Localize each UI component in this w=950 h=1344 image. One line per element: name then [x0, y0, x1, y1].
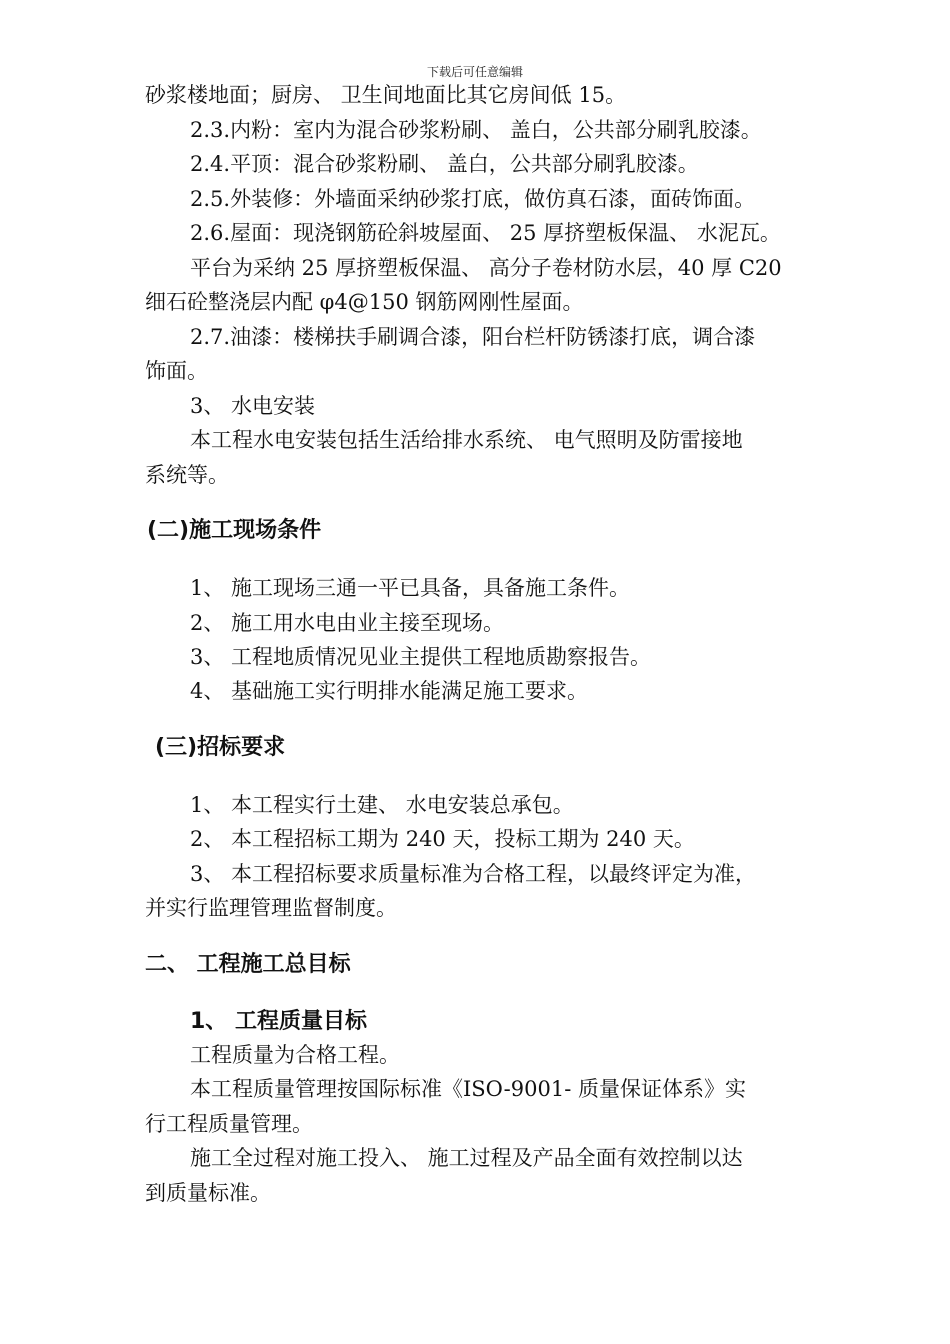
paragraph-line: 2.3.内粉：室内为混合砂浆粉刷、 盖白，公共部分刷乳胶漆。 — [190, 118, 762, 142]
section-heading-bid: (三)招标要求 — [155, 735, 286, 760]
subsection-heading-quality: 1、 工程质量目标 — [190, 1009, 367, 1034]
paragraph-line: 饰面。 — [145, 359, 208, 383]
list-item: 3、 工程地质情况见业主提供工程地质勘察报告。 — [190, 645, 652, 669]
list-item: 2、 本工程招标工期为 240 天，投标工期为 240 天。 — [190, 827, 695, 851]
paragraph-line: 2.7.油漆：楼梯扶手刷调合漆，阳台栏杆防锈漆打底，调合漆 — [190, 325, 756, 349]
list-item: 1、 本工程实行土建、 水电安装总承包。 — [190, 793, 574, 817]
paragraph-line: 施工全过程对施工投入、 施工过程及产品全面有效控制以达 — [190, 1146, 743, 1170]
paragraph-line: 行工程质量管理。 — [145, 1112, 313, 1136]
paragraph-line: 细石砼整浇层内配 φ4@150 钢筋网刚性屋面。 — [145, 290, 584, 314]
list-item: 4、 基础施工实行明排水能满足施工要求。 — [190, 679, 589, 703]
list-item: 3、 本工程招标要求质量标准为合格工程，以最终评定为准， — [190, 862, 757, 886]
header-note: 下载后可任意编辑 — [426, 65, 523, 79]
paragraph-line: 2.5.外装修：外墙面采纳砂浆打底，做仿真石漆，面砖饰面。 — [190, 187, 756, 211]
list-item: 1、 施工现场三通一平已具备，具备施工条件。 — [190, 576, 631, 600]
paragraph-line: 平台为采纳 25 厚挤塑板保温、 高分子卷材防水层，40 厚 C20 — [190, 256, 782, 280]
paragraph-line: 2.4.平顶：混合砂浆粉刷、 盖白，公共部分刷乳胶漆。 — [190, 152, 699, 176]
paragraph-line: 2.6.屋面：现浇钢筋砼斜坡屋面、 25 厚挤塑板保温、 水泥瓦。 — [190, 221, 781, 245]
paragraph-line: 到质量标准。 — [145, 1181, 271, 1205]
paragraph-line: 砂浆楼地面；厨房、 卫生间地面比其它房间低 15。 — [145, 83, 627, 107]
paragraph-line: 3、 水电安装 — [190, 394, 316, 418]
paragraph-line: 本工程质量管理按国际标准《ISO-9001- 质量保证体系》实 — [190, 1077, 746, 1101]
paragraph-line: 工程质量为合格工程。 — [190, 1043, 400, 1067]
section-heading-site: (二)施工现场条件 — [147, 518, 322, 543]
paragraph-line: 本工程水电安装包括生活给排水系统、 电气照明及防雷接地 — [190, 428, 743, 452]
list-item: 并实行监理管理监督制度。 — [145, 896, 397, 920]
paragraph-line: 系统等。 — [145, 463, 229, 487]
list-item: 2、 施工用水电由业主接至现场。 — [190, 611, 505, 635]
section-heading-goals: 二、 工程施工总目标 — [145, 952, 351, 977]
